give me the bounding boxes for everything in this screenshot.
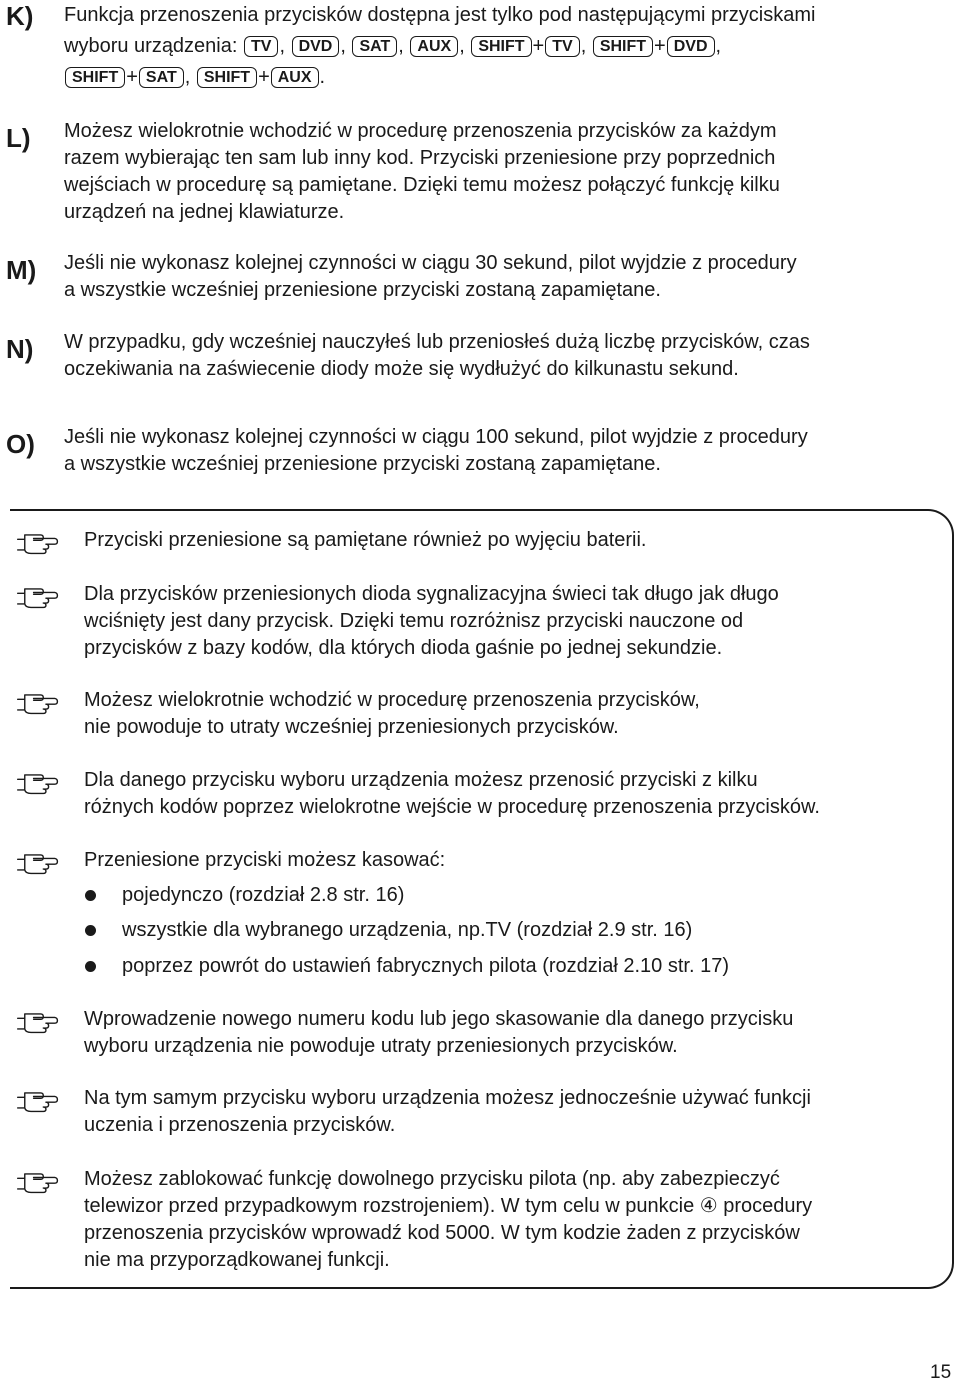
text-line: wyboru urządzenia nie powoduje utraty przeniesionych przycisków.: [84, 1035, 678, 1057]
note-text: [84, 767, 944, 821]
text-line: różnych kodów poprzez wielokrotne wejście w procedurę przenoszenia przycisków.: [84, 796, 820, 818]
separator: ,: [715, 35, 722, 57]
dvd-key: DVD: [667, 36, 715, 57]
text-line: Możesz wielokrotnie wchodzić w procedurę przenoszenia przycisków,: [84, 689, 700, 711]
notes-box-left-arc: [0, 508, 40, 518]
section-marker: K): [6, 1, 34, 31]
note-text: [84, 1085, 944, 1139]
text-line: oczekiwania na zaświecenie diody może się wydłużyć do kilkunastu sekund.: [64, 358, 739, 380]
text-line: razem wybierając ten sam lub inny kod. Przyciski przeniesione przy poprzednich: [64, 147, 776, 169]
sat-key: SAT: [139, 67, 184, 88]
bullet-text: wszystkie dla wybranego urządzenia, np.TV (rozdział 2.9 str. 16): [122, 919, 693, 941]
text-line: Jeśli nie wykonasz kolejnej czynności w ciągu 100 sekund, pilot wyjdzie z procedury: [64, 426, 808, 448]
text-line: przycisków z bazy kodów, dla których dioda gaśnie po jednej sekundzie.: [84, 637, 723, 659]
pointing-hand-icon: [10, 1085, 66, 1115]
text-line: a wszystkie wcześniej przeniesione przyciski zostaną zapamiętane.: [64, 279, 661, 301]
text-line: uczenia i przenoszenia przycisków.: [84, 1114, 396, 1136]
tv-key: TV: [244, 36, 278, 57]
section-marker: M): [6, 255, 37, 285]
separator: ,: [279, 35, 286, 57]
shift-key: SHIFT: [471, 36, 531, 57]
bullet-text: pojedynczo (rozdział 2.8 str. 16): [122, 884, 405, 906]
bullet-dot: [85, 961, 96, 972]
text-line: nie ma przyporządkowanej funkcji.: [84, 1249, 390, 1271]
text-line: Przeniesione przyciski możesz kasować:: [84, 849, 446, 871]
page-number: 15: [930, 1362, 952, 1383]
bullet-dot: [85, 890, 96, 901]
section-text: [64, 250, 954, 304]
note-text: [84, 1006, 944, 1060]
section-text: [64, 2, 954, 91]
aux-key: AUX: [271, 67, 319, 88]
separator: ,: [184, 66, 191, 88]
separator: +: [258, 66, 270, 88]
dvd-key: DVD: [292, 36, 340, 57]
text-line: W przypadku, gdy wcześniej nauczyłeś lub przeniosłeś dużą liczbę przycisków, czas: [64, 331, 810, 353]
shift-key: SHIFT: [593, 36, 653, 57]
pointing-hand-icon: [10, 767, 66, 797]
pointing-hand-icon: [10, 527, 66, 557]
pointing-hand-icon: [10, 687, 66, 717]
pointing-hand-icon: [10, 1006, 66, 1036]
text-line: nie powoduje to utraty wcześniej przeniesionych przycisków.: [84, 716, 619, 738]
section-marker: L): [6, 123, 31, 153]
note-text: [84, 581, 944, 662]
section-text: [64, 329, 954, 383]
section-marker: O): [6, 429, 35, 459]
note-text: [84, 1166, 944, 1274]
text-line: Dla przycisków przeniesionych dioda sygnalizacyjna świeci tak długo jak długo: [84, 583, 779, 605]
section-text: [64, 424, 954, 478]
text-line: Wprowadzenie nowego numeru kodu lub jego skasowanie dla danego przycisku: [84, 1008, 794, 1030]
separator: +: [654, 35, 666, 57]
text-line: Jeśli nie wykonasz kolejnej czynności w ciągu 30 sekund, pilot wyjdzie z procedury: [64, 252, 797, 274]
text-line: Funkcja przenoszenia przycisków dostępna jest tylko pod następującymi przyciskami: [64, 4, 816, 26]
note-text: [84, 527, 944, 554]
shift-key: SHIFT: [65, 67, 125, 88]
sat-key: SAT: [352, 36, 397, 57]
text-line: Przyciski przeniesione są pamiętane również po wyjęciu baterii.: [84, 529, 647, 551]
text-line: a wszystkie wcześniej przeniesione przyciski zostaną zapamiętane.: [64, 453, 661, 475]
text-line: telewizor przed przypadkowym rozstrojeniem). W tym celu w punkcie ④ procedury: [84, 1195, 813, 1217]
separator: +: [532, 35, 545, 57]
text-line: wciśnięty jest dany przycisk. Dzięki temu rozróżnisz przyciski nauczone od: [84, 610, 744, 632]
key-line: [64, 33, 954, 60]
text-line: Na tym samym przycisku wyboru urządzenia możesz jednocześnie używać funkcji: [84, 1087, 811, 1109]
text-line: Dla danego przycisku wyboru urządzenia możesz przenosić przyciski z kilku: [84, 769, 758, 791]
text-line: przenoszenia przycisków wprowadź kod 5000. W tym kodzie żaden z przycisków: [84, 1222, 800, 1244]
note-text: [84, 847, 944, 874]
separator: ,: [580, 35, 587, 57]
key-line: [64, 64, 954, 91]
section-marker: N): [6, 334, 34, 364]
section-text: [64, 118, 954, 226]
bullet-text: poprzez powrót do ustawień fabrycznych pilota (rozdział 2.10 str. 17): [122, 955, 729, 977]
aux-key: AUX: [410, 36, 458, 57]
tv-key: TV: [545, 36, 579, 57]
separator: .: [319, 66, 326, 88]
text-line: wejściach w procedurę są pamiętane. Dzięki temu możesz połączyć funkcję kilku: [64, 174, 780, 196]
text-fragment: wyboru urządzenia:: [64, 35, 238, 57]
separator: ,: [459, 35, 465, 57]
note-text: [84, 687, 944, 741]
bullet-dot: [85, 925, 96, 936]
text-line: Możesz zablokować funkcję dowolnego przycisku pilota (np. aby zabezpieczyć: [84, 1168, 780, 1190]
pointing-hand-icon: [10, 847, 66, 877]
separator: +: [126, 66, 138, 88]
text-line: urządzeń na jednej klawiaturze.: [64, 201, 345, 223]
shift-key: SHIFT: [197, 67, 257, 88]
separator: ,: [340, 35, 346, 57]
text-line: Możesz wielokrotnie wchodzić w procedurę przenoszenia przycisków za każdym: [64, 120, 777, 142]
pointing-hand-icon: [10, 1166, 66, 1196]
separator: ,: [398, 35, 404, 57]
pointing-hand-icon: [10, 581, 66, 611]
